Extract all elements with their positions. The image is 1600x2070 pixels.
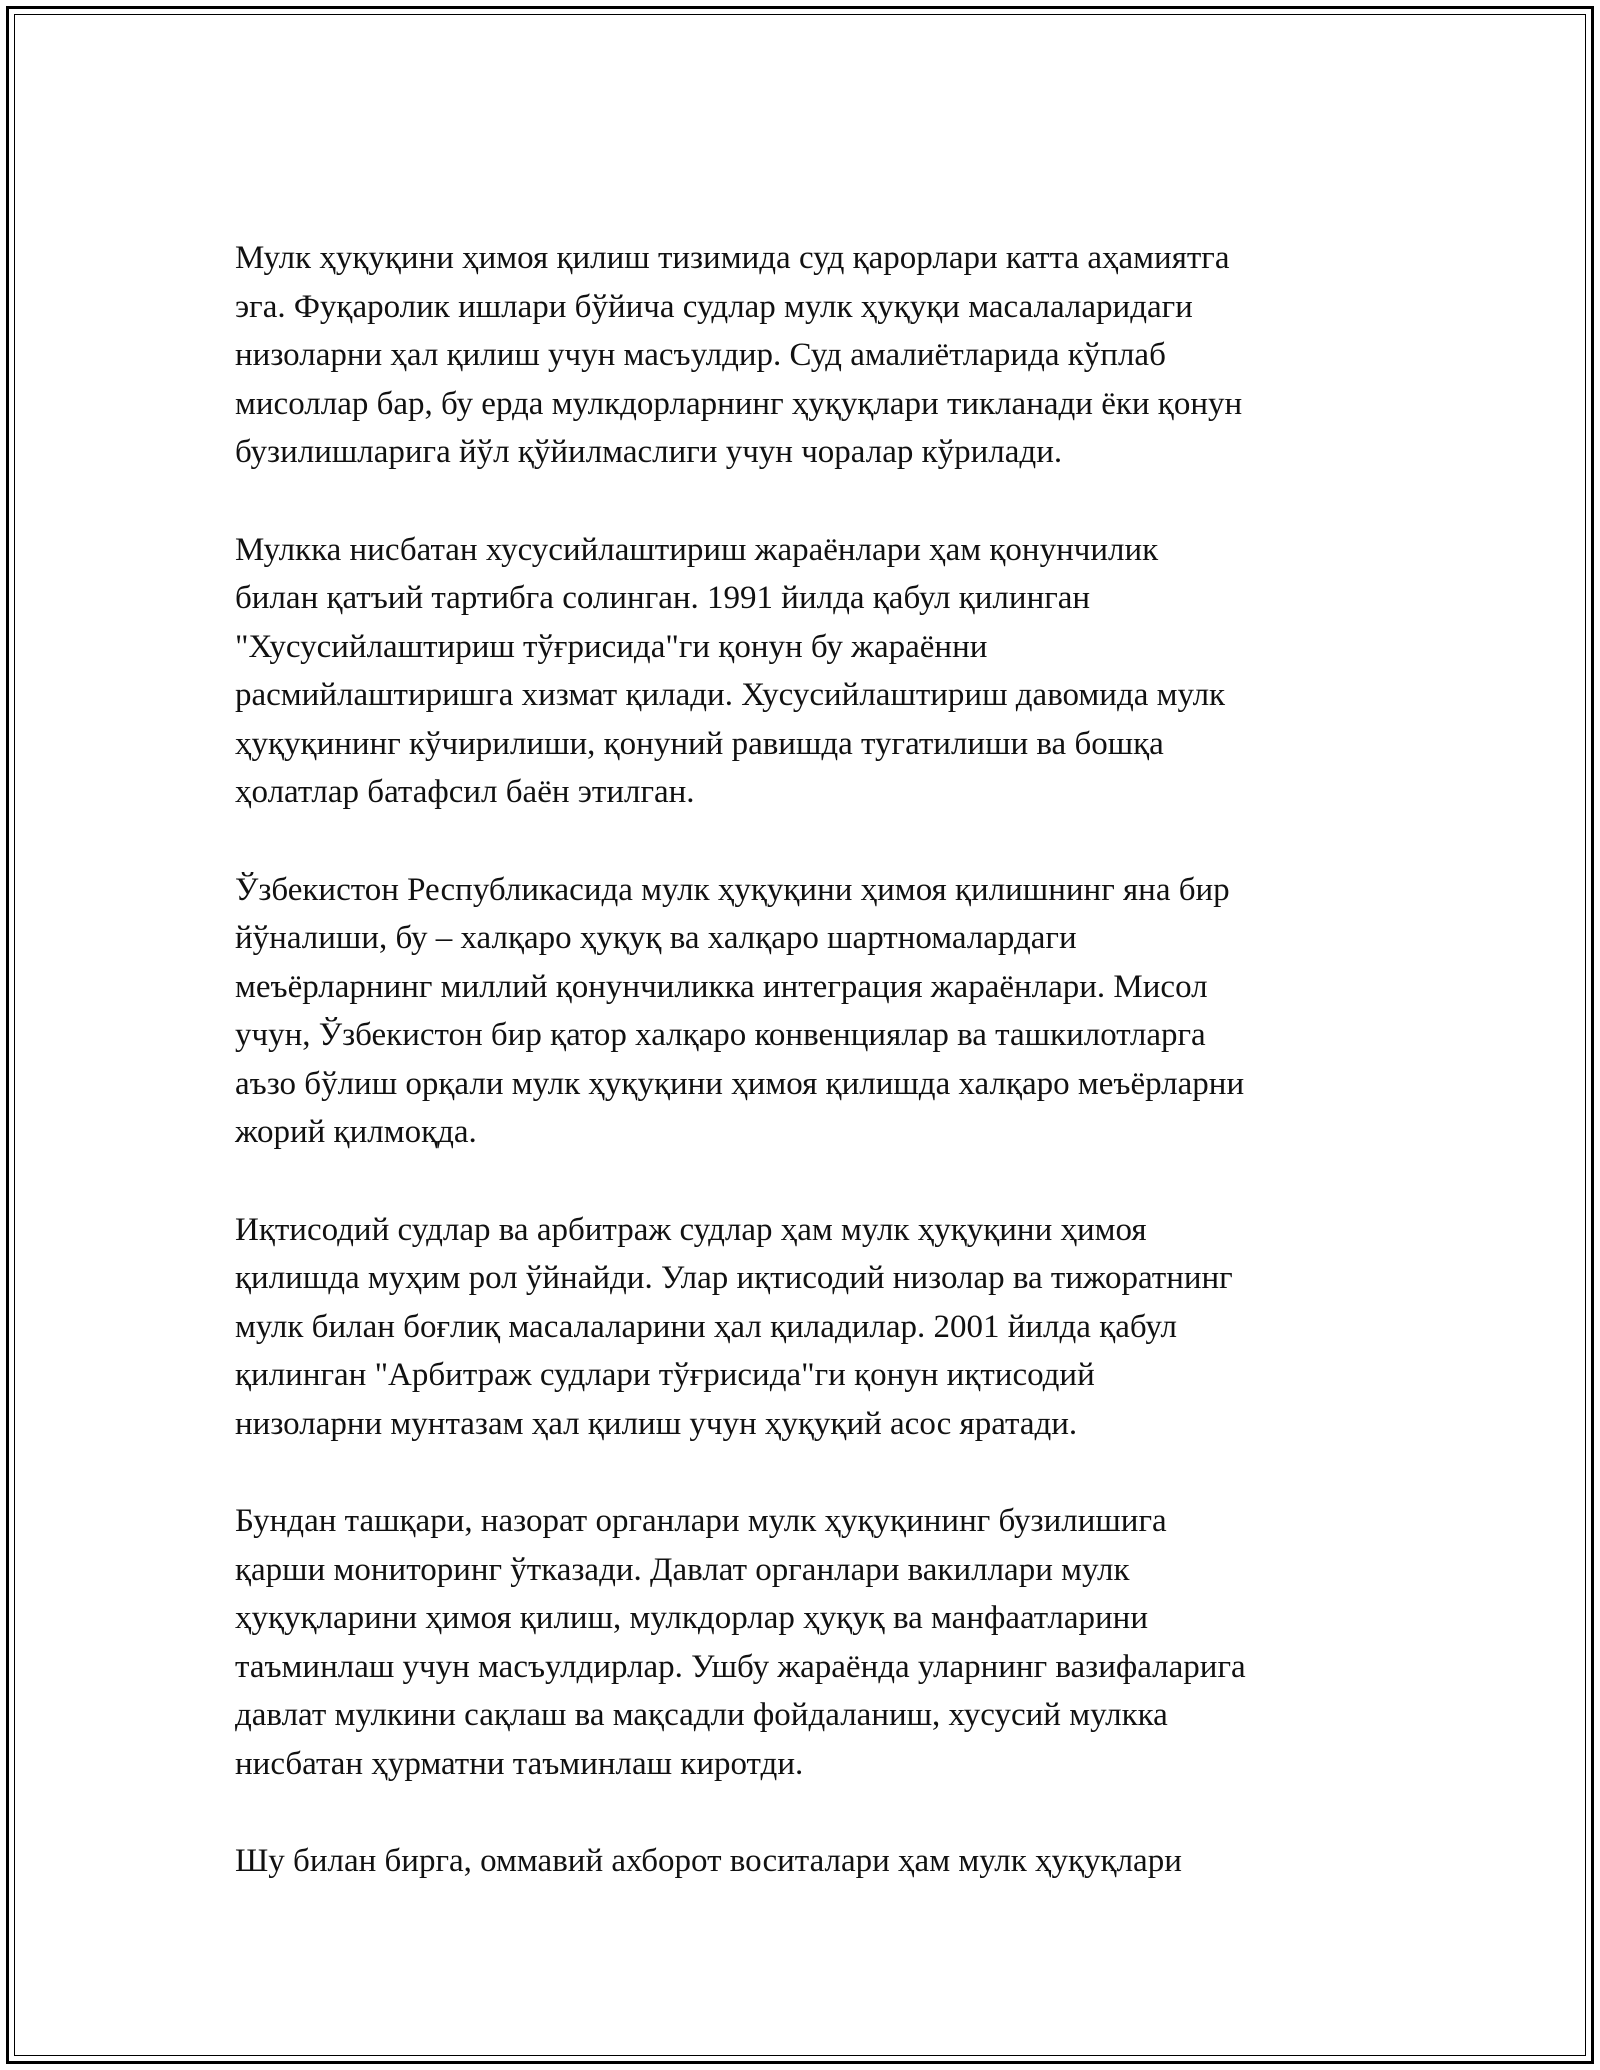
text-line: жорий қилмоқда. <box>235 1114 477 1150</box>
text-line: эга. Фуқаролик ишлари бўйича судлар мулк ҳуқуқи масалаларидаги <box>235 288 1193 325</box>
text-line: Мулк ҳуқуқини ҳимоя қилиш тизимида суд қарорлари катта аҳамиятга <box>235 240 1230 276</box>
text-line: учун, Ўзбекистон бир қатор халқаро конвенциялар ва ташкилотларга <box>235 1017 1206 1053</box>
text-line: таъминлаш учун масъулдирлар. Ушбу жараёнда уларнинг вазифаларига <box>235 1648 1246 1685</box>
paragraph-6 <box>235 1837 1385 1886</box>
text-line: ҳуқуқининг кўчирилиши, қонуний равишда тугатилиши ва бошқа <box>235 725 1164 762</box>
text-line: Шу билан бирга, оммавий ахборот воситалари ҳам мулк ҳуқуқлари <box>235 1843 1182 1879</box>
text-line: меъёрларнинг миллий қонунчиликка интеграция жараёнлари. Мисол <box>235 968 1208 1005</box>
text-line: аъзо бўлиш орқали мулк ҳуқуқини ҳимоя қилишда халқаро меъёрларни <box>235 1065 1245 1102</box>
document-body <box>235 234 1385 1935</box>
paragraph-3 <box>235 866 1385 1157</box>
text-line: қилишда муҳим рол ўйнайди. Улар иқтисодий низолар ва тижоратнинг <box>235 1260 1233 1296</box>
text-line: мулк билан боғлиқ масалаларини ҳал қиладилар. 2001 йилда қабул <box>235 1308 1177 1345</box>
text-line: ҳуқуқларини ҳимоя қилиш, мулкдорлар ҳуқуқ ва манфаатларини <box>235 1600 1148 1636</box>
text-line: Ўзбекистон Республикасида мулк ҳуқуқини ҳимоя қилишнинг яна бир <box>235 871 1230 908</box>
paragraph-1 <box>235 234 1385 477</box>
text-line: бузилишларига йўл қўйилмаслиги учун чоралар кўрилади. <box>235 434 1063 470</box>
text-line: қилинган "Арбитраж судлари тўғрисида"ги қонун иқтисодий <box>235 1357 1095 1393</box>
text-line: Иқтисодий судлар ва арбитраж судлар ҳам мулк ҳуқуқини ҳимоя <box>235 1211 1147 1248</box>
text-line: низоларни мунтазам ҳал қилиш учун ҳуқуқий асос яратади. <box>235 1405 1078 1442</box>
paragraph-5 <box>235 1497 1385 1788</box>
text-line: нисбатан ҳурматни таъминлаш киротди. <box>235 1745 804 1782</box>
text-line: низоларни ҳал қилиш учун масъулдир. Суд амалиётларида кўплаб <box>235 337 1166 373</box>
text-line: расмийлаштиришга хизмат қилади. Хусусийлаштириш давомида мулк <box>235 677 1226 713</box>
text-line: Бундан ташқари, назорат органлари мулк ҳуқуқининг бузилишига <box>235 1503 1167 1539</box>
text-line: Мулкка нисбатан хусусийлаштириш жараёнлари ҳам қонунчилик <box>235 531 1159 568</box>
text-line: йўналиши, бу – халқаро ҳуқуқ ва халқаро шартномалардаги <box>235 920 1077 956</box>
text-line: "Хусусийлаштириш тўғрисида"ги қонун бу жараённи <box>235 628 988 665</box>
text-line: давлат мулкини сақлаш ва мақсадли фойдаланиш, хусусий мулкка <box>235 1697 1168 1733</box>
paragraph-4 <box>235 1206 1385 1449</box>
text-line: ҳолатлар батафсил баён этилган. <box>235 774 695 810</box>
text-line: мисоллар бар, бу ерда мулкдорларнинг ҳуқуқлари тикланади ёки қонун <box>235 385 1243 422</box>
text-line: билан қатъий тартибга солинган. 1991 йилда қабул қилинган <box>235 580 1091 616</box>
paragraph-2 <box>235 526 1385 817</box>
text-line: қарши мониторинг ўтказади. Давлат органлари вакиллари мулк <box>235 1551 1130 1588</box>
